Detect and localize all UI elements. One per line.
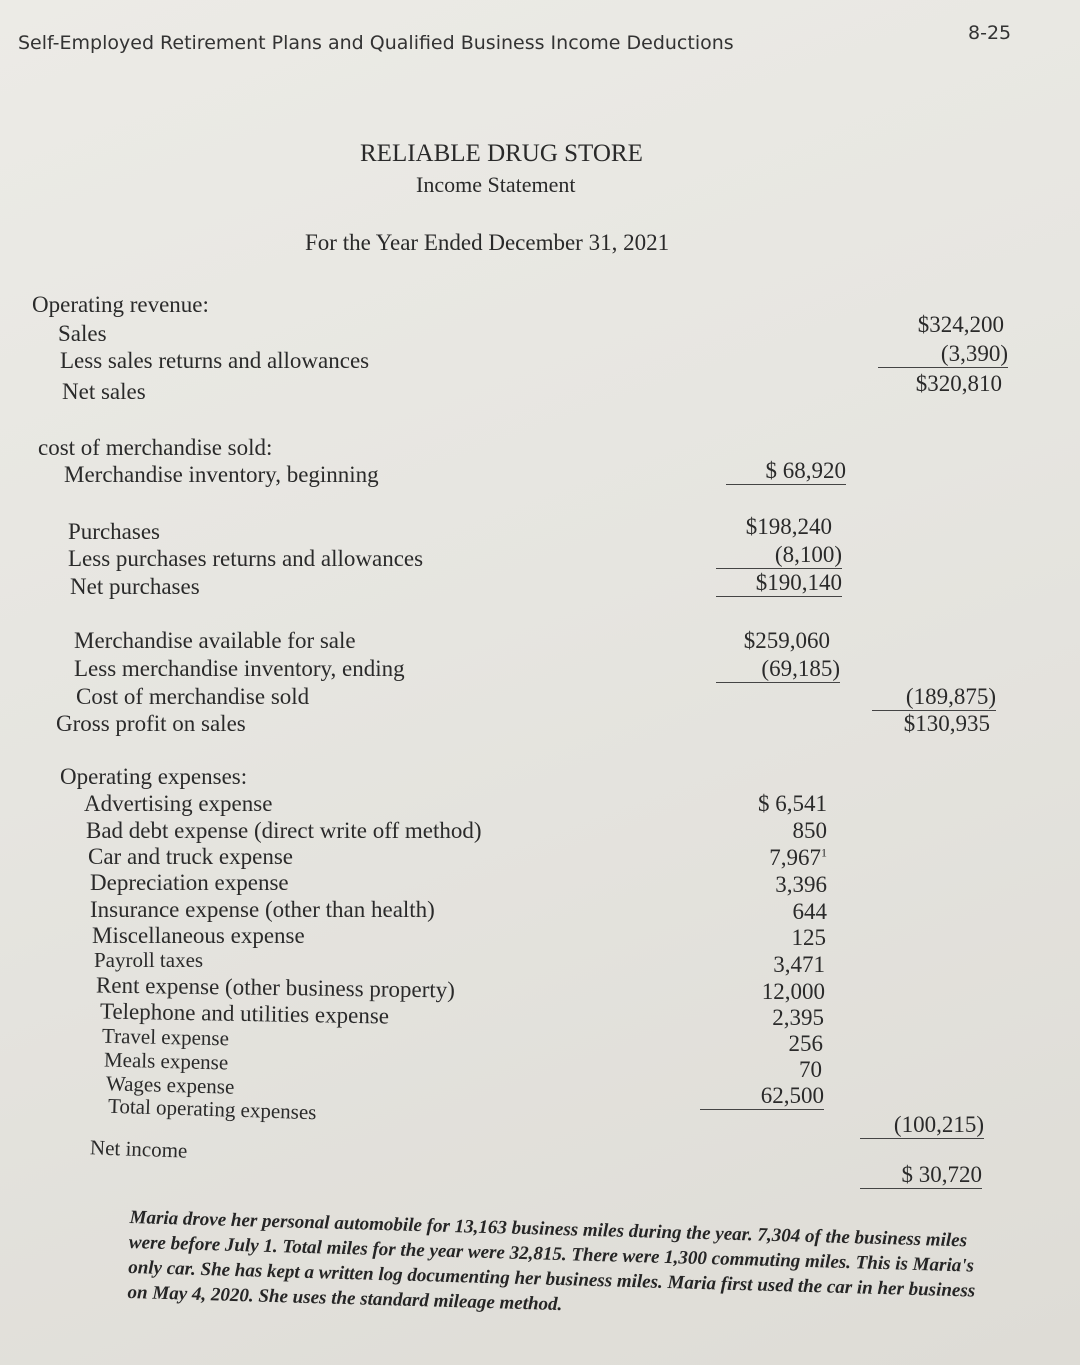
statement-title: Income Statement bbox=[416, 172, 576, 197]
opex-item-value: 125 bbox=[791, 925, 826, 950]
company-name: RELIABLE DRUG STORE bbox=[360, 140, 643, 167]
total-opex-label: Total operating expenses bbox=[107, 1093, 317, 1125]
statement-period: For the Year Ended December 31, 2021 bbox=[305, 230, 670, 255]
purchases-returns-label: Less purchases returns and allowances bbox=[68, 546, 424, 571]
opex-item-label: Insurance expense (other than health) bbox=[90, 897, 435, 922]
sales-value: $324,200 bbox=[917, 312, 1004, 337]
net-purchases-label: Net purchases bbox=[70, 574, 200, 599]
inventory-beginning-label: Merchandise inventory, beginning bbox=[64, 462, 379, 487]
opex-item-label: Travel expense bbox=[101, 1023, 230, 1051]
inventory-ending-value: (69,185) bbox=[716, 656, 840, 683]
opex-item-label: Advertising expense bbox=[84, 791, 273, 816]
opex-item-value: $ 6,541 bbox=[758, 791, 827, 816]
opex-item-value: 7,967$^1$ bbox=[769, 845, 827, 870]
chapter-title: Self-Employed Retirement Plans and Qualified Business Income Deductions bbox=[18, 32, 734, 54]
available-for-sale-label: Merchandise available for sale bbox=[74, 628, 356, 653]
purchases-returns-value: (8,100) bbox=[716, 542, 842, 569]
opex-item-label: Meals expense bbox=[103, 1047, 229, 1075]
car-mileage-footnote: Maria drove her personal automobile for 13,163 business miles during the year. 7,304 of the business miles were before July 1. Total miles for the year were 32,815. There were 1,300 commuting miles. This is Maria's only car. She has kept a written log documenting her business miles. Maria first used the car in her business on May 4, 2020. She uses the standard mileage method. bbox=[127, 1206, 976, 1316]
cost-of-merchandise-sold-value: (189,875) bbox=[872, 684, 996, 711]
sales-returns-value: (3,390) bbox=[878, 341, 1008, 368]
cost-of-merchandise-sold-label: Cost of merchandise sold bbox=[76, 684, 310, 709]
opex-item-value: 850 bbox=[792, 818, 827, 843]
opex-item-label: Car and truck expense bbox=[88, 844, 294, 869]
opex-item-value: 256 bbox=[788, 1031, 823, 1056]
opex-item-value: 2,395 bbox=[772, 1005, 824, 1030]
opex-item-value: 70 bbox=[799, 1057, 822, 1082]
footnote-marker: 1 bbox=[821, 845, 827, 860]
net-purchases-value: $190,140 bbox=[716, 570, 842, 597]
opex-item-label: Wages expense bbox=[105, 1071, 235, 1099]
opex-item-label: Bad debt expense (direct write off method) bbox=[86, 818, 482, 843]
net-income-value: $ 30,720 bbox=[860, 1162, 982, 1189]
opex-item-label: Rent expense (other business property) bbox=[95, 972, 456, 1003]
gross-profit-value: $130,935 bbox=[903, 711, 990, 736]
opex-item-value: 3,396 bbox=[775, 872, 827, 897]
sales-label: Sales bbox=[58, 321, 107, 346]
opex-heading: Operating expenses: bbox=[60, 764, 248, 789]
opex-item-value: 12,000 bbox=[761, 979, 825, 1004]
opex-item-label: Payroll taxes bbox=[94, 948, 204, 972]
inventory-beginning-value: $ 68,920 bbox=[726, 458, 846, 485]
net-sales-label: Net sales bbox=[62, 379, 146, 404]
revenue-heading: Operating revenue: bbox=[32, 292, 209, 317]
opex-item-label: Telephone and utilities expense bbox=[99, 998, 390, 1029]
sales-returns-label: Less sales returns and allowances bbox=[60, 348, 370, 373]
purchases-value: $198,240 bbox=[745, 514, 832, 539]
cogs-heading: cost of merchandise sold: bbox=[38, 435, 273, 460]
available-for-sale-value: $259,060 bbox=[743, 628, 830, 653]
total-opex-value: (100,215) bbox=[860, 1112, 984, 1139]
opex-item-value: 3,471 bbox=[773, 952, 825, 977]
purchases-label: Purchases bbox=[68, 519, 160, 544]
opex-item-label: Depreciation expense bbox=[90, 870, 289, 895]
inventory-ending-label: Less merchandise inventory, ending bbox=[74, 656, 405, 681]
gross-profit-label: Gross profit on sales bbox=[56, 711, 246, 736]
opex-item-value: 62,500 bbox=[700, 1083, 824, 1110]
opex-item-value: 644 bbox=[792, 899, 827, 924]
page-number: 8-25 bbox=[968, 22, 1012, 44]
opex-item-label: Miscellaneous expense bbox=[92, 923, 305, 948]
net-sales-value: $320,810 bbox=[915, 371, 1002, 396]
net-income-label: Net income bbox=[89, 1135, 188, 1163]
